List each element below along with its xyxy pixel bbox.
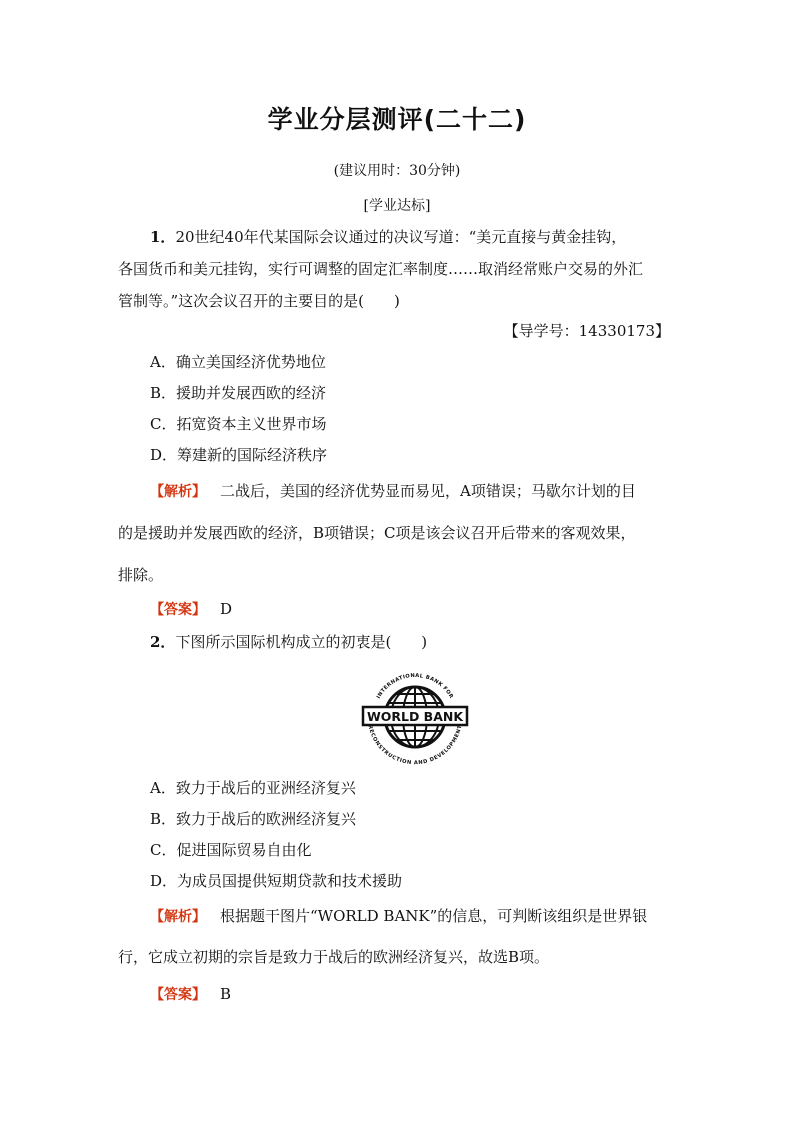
q1-analysis-line-1 bbox=[150, 480, 710, 501]
world-bank-logo bbox=[357, 668, 473, 766]
q1-stem-1: 20世纪40年代某国际会议通过的决议写道：“美元直接与黄金挂钩， bbox=[175, 228, 627, 246]
q2-analysis-line-1 bbox=[150, 905, 710, 926]
q2-option-b: B．致力于战后的欧洲经济复兴 bbox=[150, 810, 357, 828]
q2-number: 2． bbox=[150, 633, 176, 651]
q2-analysis-text-1: 根据题干图片“WORLD BANK”的信息，可判断该组织是世界银 bbox=[220, 907, 648, 925]
q1-line-3: 管制等。”这次会议召开的主要目的是( ) bbox=[118, 292, 400, 310]
q1-option-a: A．确立美国经济优势地位 bbox=[150, 353, 326, 371]
q2-answer-tag: 【答案】 bbox=[150, 987, 206, 1003]
logo-banner-text: WORLD BANK bbox=[366, 709, 464, 724]
logo-ring-top: INTERNATIONAL BANK FOR bbox=[375, 672, 455, 700]
q1-analysis-line-2: 的是援助并发展西欧的经济，B项错误；C项是该会议召开后带来的客观效果， bbox=[118, 524, 636, 542]
q2-option-a: A．致力于战后的亚洲经济复兴 bbox=[150, 779, 356, 797]
q1-answer-tag: 【答案】 bbox=[150, 602, 206, 618]
section-heading: [学业达标] bbox=[363, 198, 431, 214]
q1-analysis-text-1: 二战后，美国的经济优势显而易见，A项错误；马歇尔计划的目 bbox=[220, 482, 636, 500]
q1-answer-value: D bbox=[220, 600, 233, 618]
q1-option-b: B．援助并发展西欧的经济 bbox=[150, 384, 327, 402]
q2-stem: 下图所示国际机构成立的初衷是( ) bbox=[175, 633, 428, 651]
q2-option-d: D．为成员国提供短期贷款和技术援助 bbox=[150, 872, 403, 890]
q2-answer bbox=[150, 984, 710, 1004]
q1-option-d: D．筹建新的国际经济秩序 bbox=[150, 446, 328, 464]
logo-ring-bottom: RECONSTRUCTION AND DEVELOPMENT bbox=[366, 724, 464, 766]
q1-line-2: 各国货币和美元挂钩，实行可调整的固定汇率制度……取消经常账户交易的外汇 bbox=[118, 260, 644, 278]
time-suggestion: (建议用时：30分钟) bbox=[333, 163, 461, 179]
q2-line-1 bbox=[150, 631, 710, 652]
q1-guide-number: 【导学号：14330173】 bbox=[503, 322, 670, 340]
q2-analysis-line-2: 行，它成立初期的宗旨是致力于战后的欧洲经济复兴，故选B项。 bbox=[118, 948, 550, 966]
q1-answer bbox=[150, 599, 710, 619]
q1-analysis-tag: 【解析】 bbox=[150, 484, 206, 500]
q1-number: 1． bbox=[150, 228, 176, 246]
q2-answer-value: B bbox=[220, 985, 232, 1003]
q1-line-1 bbox=[150, 226, 710, 247]
q1-analysis-line-3: 排除。 bbox=[118, 566, 164, 584]
page-title: 学业分层测评(二十二) bbox=[267, 105, 527, 134]
q1-option-c: C．拓宽资本主义世界市场 bbox=[150, 415, 327, 433]
q2-analysis-tag: 【解析】 bbox=[150, 909, 206, 925]
q2-option-c: C．促进国际贸易自由化 bbox=[150, 841, 312, 859]
